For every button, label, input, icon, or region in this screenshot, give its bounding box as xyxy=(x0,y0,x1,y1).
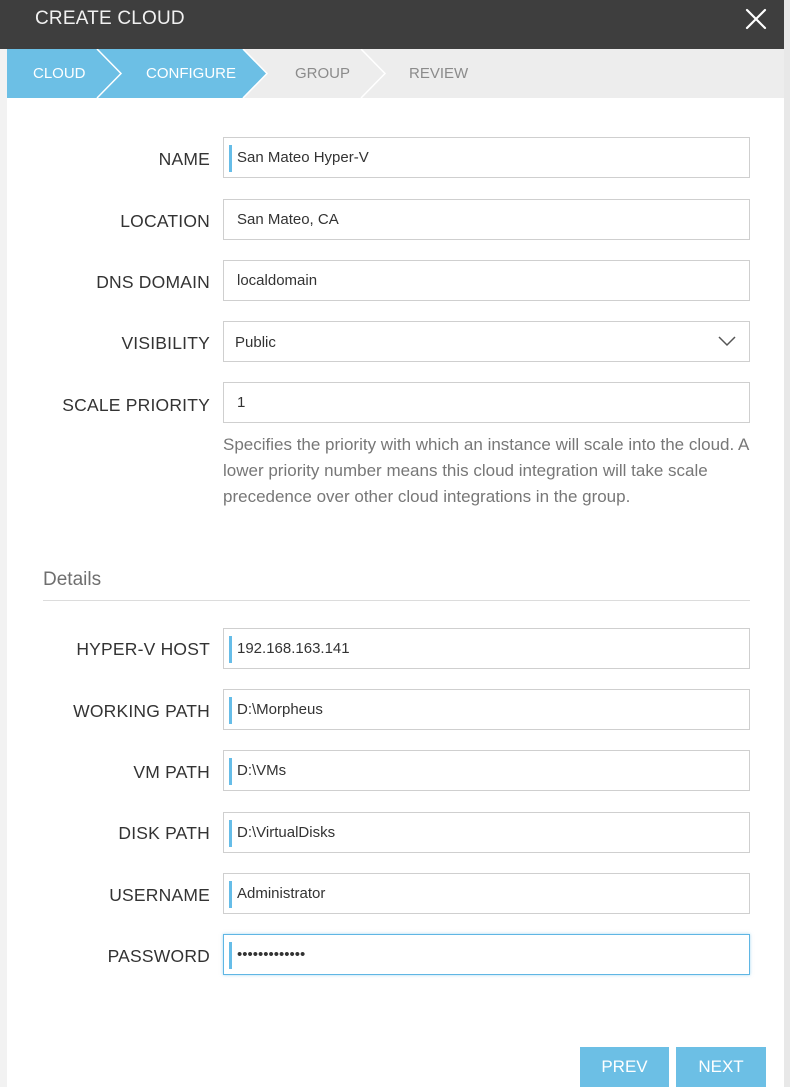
name-input[interactable] xyxy=(237,138,737,177)
name-label: NAME xyxy=(158,149,210,169)
password-input[interactable] xyxy=(237,935,737,974)
working-path-label: WORKING PATH xyxy=(73,701,210,721)
chevron-down-icon xyxy=(718,335,736,347)
working-path-input[interactable] xyxy=(237,690,737,729)
input-focus-indicator xyxy=(229,820,232,847)
wizard-step-configure[interactable]: CONFIGURE xyxy=(146,65,236,82)
wizard-step-cloud[interactable]: CLOUD xyxy=(33,65,86,82)
scale-priority-input[interactable] xyxy=(237,383,737,422)
wizard-steps xyxy=(7,49,784,98)
close-button[interactable] xyxy=(742,5,770,33)
modal-title: CREATE CLOUD xyxy=(35,8,185,29)
wizard-step-review[interactable]: REVIEW xyxy=(409,65,469,82)
dns-domain-field[interactable] xyxy=(223,260,750,301)
scale-priority-label: SCALE PRIORITY xyxy=(62,395,210,415)
modal-header xyxy=(0,0,790,49)
visibility-select[interactable] xyxy=(223,321,750,362)
scale-priority-help-text: Specifies the priority with which an instance will scale into the cloud. A lower priority number means this cloud integration will take scale precedence over other cloud integrations in the group. xyxy=(223,435,749,506)
details-section-title: Details xyxy=(43,569,102,590)
vm-path-field[interactable] xyxy=(223,750,750,791)
working-path-field[interactable] xyxy=(223,689,750,730)
location-input[interactable] xyxy=(237,200,737,239)
vm-path-input[interactable] xyxy=(237,751,737,790)
disk-path-label: DISK PATH xyxy=(118,823,210,843)
hyperv-host-input[interactable] xyxy=(237,629,737,668)
vm-path-label: VM PATH xyxy=(133,762,210,782)
hyperv-host-field[interactable] xyxy=(223,628,750,669)
username-label: USERNAME xyxy=(109,885,210,905)
hyperv-host-label: HYPER-V HOST xyxy=(76,639,210,659)
close-icon xyxy=(742,5,770,33)
input-focus-indicator xyxy=(229,758,232,785)
password-label: PASSWORD xyxy=(107,946,210,966)
wizard-steps-background xyxy=(7,49,784,98)
input-focus-indicator xyxy=(229,942,232,969)
prev-button[interactable]: PREV xyxy=(580,1047,669,1087)
input-focus-indicator xyxy=(229,636,232,663)
dns-domain-label: DNS DOMAIN xyxy=(96,272,210,292)
next-button[interactable]: NEXT xyxy=(676,1047,766,1087)
wizard-step-group[interactable]: GROUP xyxy=(295,65,351,82)
disk-path-field[interactable] xyxy=(223,812,750,853)
location-field[interactable] xyxy=(223,199,750,240)
dns-domain-input[interactable] xyxy=(237,261,737,300)
password-field[interactable] xyxy=(223,934,750,975)
input-focus-indicator xyxy=(229,697,232,724)
username-field[interactable] xyxy=(223,873,750,914)
input-focus-indicator xyxy=(229,881,232,908)
input-focus-indicator xyxy=(229,145,232,172)
visibility-label: VISIBILITY xyxy=(121,333,210,353)
location-label: LOCATION xyxy=(120,211,210,231)
visibility-selected-value: Public xyxy=(235,334,276,351)
disk-path-input[interactable] xyxy=(237,813,737,852)
scale-priority-field[interactable] xyxy=(223,382,750,423)
username-input[interactable] xyxy=(237,874,737,913)
section-divider xyxy=(43,600,750,601)
name-field[interactable] xyxy=(223,137,750,178)
